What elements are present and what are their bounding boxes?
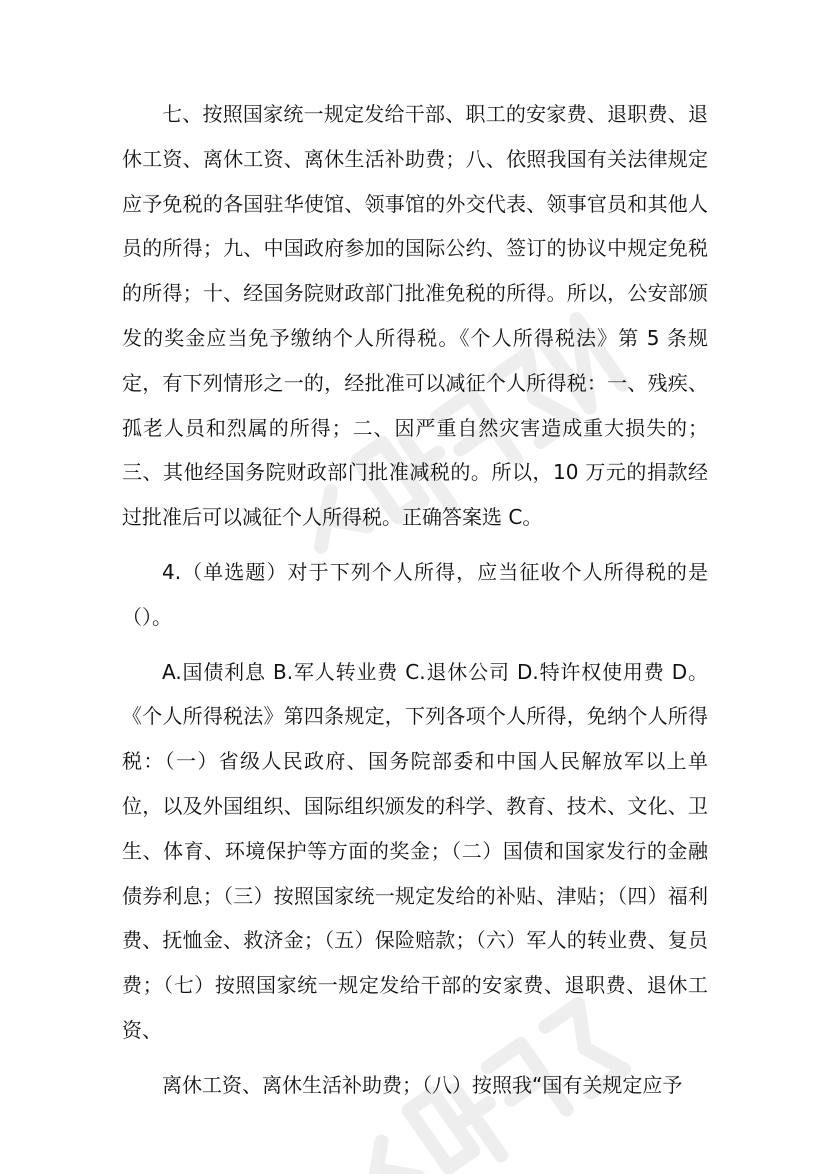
paragraph-answer-options: A.国债利息 B.军人转业费 C.退休公司 D.特许权使用费 D。《个人所得税法》第四条规定，下列各项个人所得，免纳个人所得税：（一）省级人民政府、国务院部委和中国人民解放军以上单位，以及外国组织、国际组织颁发的科学、教育、技术、文化、卫生、体育、环境保护等方面的奖金；（二）国债和国家发行的金融债券利息；（三）按照国家统一规定发给的补贴、津贴；（四）福利费、抚恤金、救济金；（五）保险赔款；（六）军人的转业费、复员费；（七）按照国家统一规定发给干部的安家费、退职费、退休工资、: [122, 659, 708, 1042]
paragraph-tax-exemptions: 七、按照国家统一规定发给干部、职工的安家费、退职费、退休工资、离休工资、离休生活补助费；八、依照我国有关法律规定应予免税的各国驻华使馆、领事馆的外交代表、领事官员和其他人员的所得；九、中国政府参加的国际公约、签订的协议中规定免税的所得；十、经国务院财政部门批准免税的所得。所以，公安部颁发的奖金应当免予缴纳个人所得税。《个人所得税法》第 5 条规定，有下列情形之一的，经批准可以减征个人所得税：一、残疾、孤老人员和烈属的所得；二、因严重自然灾害造成重大损失的；三、其他经国务院财政部门批准减税的。所以，10 万元的捐款经过批准后可以减征个人所得税。正确答案选 C。: [122, 102, 708, 530]
document-body: [122, 92, 708, 1108]
paragraph-continuation: 离休工资、离休生活补助费；（八）按照我“国有关规定应予: [162, 1072, 683, 1097]
paragraph-question-4: 4.（单选题）对于下列个人所得，应当征收个人所得税的是（）。: [122, 559, 708, 629]
